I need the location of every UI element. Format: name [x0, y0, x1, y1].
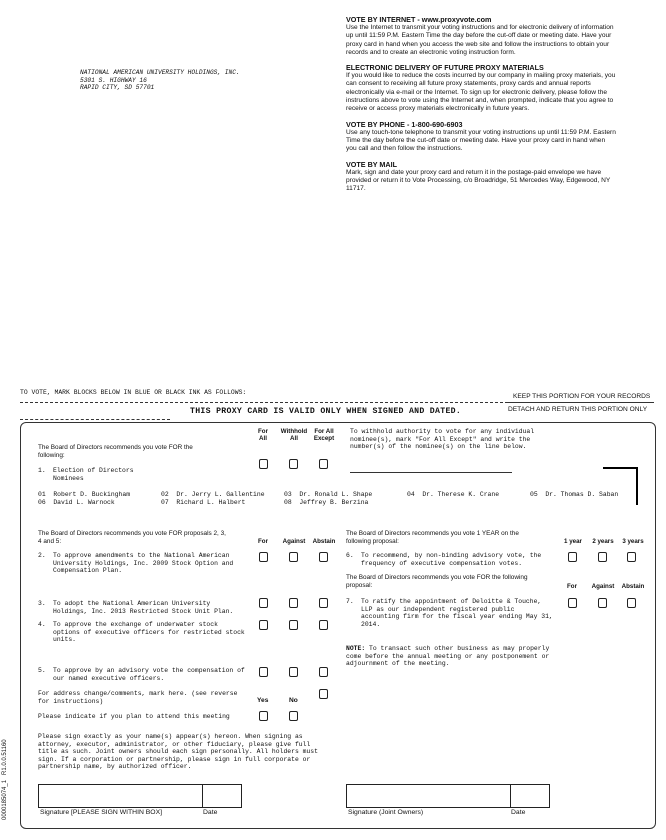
col-for-all-except: For All Except [313, 428, 335, 442]
proposal-4-number: 4. [38, 621, 46, 628]
election-item-number: 1. [38, 467, 46, 474]
address-line-3: RAPID CITY, SD 57701 [80, 84, 155, 91]
proposal-6-2years[interactable] [598, 552, 607, 562]
vote-internet-title: VOTE BY INTERNET - www.proxyvote.com [346, 15, 492, 24]
proposal-6-text: To recommend, by non-binding advisory vote, the frequency of executive compensation votes. [361, 552, 542, 567]
vote-mail-title: VOTE BY MAIL [346, 159, 397, 169]
recommend-1year: The Board of Directors recommends you vote 1 YEAR on the following proposal: [346, 530, 519, 545]
date-label: Date [203, 809, 218, 816]
proposal-4-text: To approve the exchange of underwater stock options of executive officers for restricted stock units. [53, 621, 245, 644]
nominees-label: Nominees [53, 475, 84, 482]
election-item-label: Election of Directors [53, 467, 134, 474]
electronic-delivery-title: ELECTRONIC DELIVERY OF FUTURE PROXY MATERIALS [346, 63, 544, 73]
note-label: NOTE: [346, 645, 366, 652]
proposal-7-number: 7. [346, 598, 354, 605]
proposal-7-for[interactable] [568, 598, 577, 608]
attend-no-checkbox[interactable] [289, 711, 298, 721]
proposal-2-text: To approve amendments to the National American University Holdings, Inc. 2009 Stock Option and Compensation Plan. [53, 552, 234, 575]
proposal-5-text: To approve by an advisory vote the compensation of our named executive officers. [53, 667, 245, 682]
proposal-7-against[interactable] [598, 598, 607, 608]
vote-phone-title: VOTE BY PHONE - 1-800-690-6903 [346, 119, 463, 129]
vote-mail-text: Mark, sign and date your proxy card and return it in the postage-paid envelope we have provided or return it to Vote Processing, c/o Broadridge, 51 Mercedes Way, Edgewood, NY 11717. [346, 168, 611, 193]
keep-portion-line [508, 402, 654, 403]
proposal-7-abstain[interactable] [627, 598, 636, 608]
detach-line-2 [20, 419, 170, 420]
col-3years: 3 years [622, 538, 644, 545]
nominee-05: 05 Dr. Thomas D. Saban [530, 491, 619, 498]
proposal-6-number: 6. [346, 552, 354, 559]
proposal-2-abstain[interactable] [319, 552, 328, 562]
recommend-for-right: The Board of Directors recommends you vote FOR the following proposal: [346, 574, 528, 589]
col-against: Against [282, 538, 306, 545]
date-box[interactable] [201, 784, 242, 808]
proposal-5-number: 5. [38, 667, 46, 674]
proposal-5-abstain[interactable] [319, 667, 328, 677]
detach-portion-text: DETACH AND RETURN THIS PORTION ONLY [508, 406, 648, 413]
proposal-6-1year[interactable] [568, 552, 577, 562]
joint-signature-label: Signature (Joint Owners) [348, 809, 424, 816]
valid-only-text: THIS PROXY CARD IS VALID ONLY WHEN SIGNED AND DATED. [190, 407, 462, 416]
address-line-2: 5301 S. HIGHWAY 16 [80, 76, 147, 84]
proposal-5-for[interactable] [259, 667, 268, 677]
joint-date-box[interactable] [509, 784, 550, 808]
address-change-checkbox[interactable] [319, 689, 328, 699]
proposal-7-text: To ratify the appointment of Deloitte & Touche, LLP as our independent registered public accounting firm for the fiscal year ending May 31, 2014. [361, 598, 553, 628]
col-against-right: Against [591, 583, 615, 590]
checkbox-for-all[interactable] [259, 459, 268, 469]
except-nominee-line[interactable] [350, 472, 512, 473]
mark-blocks-instruction: TO VOTE, MARK BLOCKS BELOW IN BLUE OR BLACK INK AS FOLLOWS: [20, 389, 247, 396]
joint-date-label: Date [511, 809, 526, 816]
col-for-all: For All [258, 428, 268, 442]
nominee-04: 04 Dr. Therese K. Crane [407, 491, 500, 498]
proposal-2-for[interactable] [259, 552, 268, 562]
nominee-01: 01 Robert D. Buckingham [38, 491, 131, 498]
attend-meeting-text: Please indicate if you plan to attend this meeting [38, 713, 230, 720]
company-address [80, 69, 240, 92]
checkbox-for-all-except[interactable] [319, 459, 328, 469]
note-text: To transact such other business as may properly come before the annual meeting or any postponement or adjournment of the meeting. [346, 645, 550, 668]
checkbox-withhold-all[interactable] [289, 459, 298, 469]
nominee-08: 08 Jeffrey B. Berzina [284, 499, 369, 506]
nominee-06: 06 David L. Warnock [38, 499, 115, 506]
col-1year: 1 year [564, 538, 582, 545]
signature-box[interactable] [38, 784, 203, 808]
proposal-3-against[interactable] [289, 598, 298, 608]
proposal-4-abstain[interactable] [319, 620, 328, 630]
proposal-3-abstain[interactable] [319, 598, 328, 608]
attend-yes-checkbox[interactable] [259, 711, 268, 721]
proposal-6-3years[interactable] [627, 552, 636, 562]
proposal-3-number: 3. [38, 600, 46, 607]
vote-internet-text: Use the Internet to transmit your voting instructions and for electronic delivery of information up until 11:59 P.M. Eastern Time the day before the cut-off date or meeting date. Have your proxy card in hand when you access the web site and follow the instructions to obtain your records and to create an electronic voting instruction form. [346, 24, 614, 56]
proposal-2-number: 2. [38, 552, 46, 559]
joint-signature-box[interactable] [346, 784, 511, 808]
keep-portion-text: KEEP THIS PORTION FOR YOUR RECORDS [513, 393, 651, 400]
proposal-3-text: To adopt the National American University Holdings, Inc. 2013 Restricted Stock Unit Plan. [53, 600, 234, 615]
address-change-text: For address change/comments, mark here. (see reverse for instructions) [38, 690, 238, 705]
nominee-07: 07 Richard L. Halbert [161, 499, 246, 506]
nominee-03: 03 Dr. Ronald L. Shape [284, 491, 373, 498]
electronic-delivery-text: If you would like to reduce the costs incurred by our company in mailing proxy materials, you can consent to receiving all future proxy statements, proxy cards and annual reports electronically via e-mail or the Internet. To sign up for electronic delivery, please follow the instructions above to vote using the Internet and, when prompted, indicate that you agree to receive or access proxy materials electronically in future years. [346, 72, 616, 113]
proposal-3-for[interactable] [259, 598, 268, 608]
col-for: For [258, 538, 268, 545]
proposal-5-against[interactable] [289, 667, 298, 677]
vote-phone-text: Use any touch-tone telephone to transmit your voting instructions up until 11:59 P.M. Eastern Time the day before the cut-off date or meeting date. Have your proxy card in hand when you call and then follow the instructions. [346, 128, 616, 153]
note [346, 645, 556, 668]
proposals-recommend: The Board of Directors recommends you vote FOR proposals 2, 3, 4 and 5: [38, 530, 226, 545]
proposal-4-against[interactable] [289, 620, 298, 630]
side-code: 0000185074_1 R1.0.0.51160 [2, 739, 8, 820]
withhold-instructions: To withhold authority to vote for any individual nominee(s), mark "For All Except" and write the number(s) of the nominee(s) on the line below. [350, 428, 535, 451]
col-2years: 2 years [592, 538, 614, 545]
nominee-02: 02 Dr. Jerry L. Gallentine [161, 491, 265, 498]
col-for-right: For [567, 583, 577, 590]
address-line-1: NATIONAL AMERICAN UNIVERSITY HOLDINGS, INC. [80, 69, 240, 76]
sign-instructions: Please sign exactly as your name(s) appear(s) hereon. When signing as attorney, executor, administrator, or other fiduciary, please give full title as such. Joint owners should each sign personally. All holders must sign. If a corporation or partnership, please sign in full corporate or partnership name, by authorized officer. [38, 733, 318, 771]
yes-label: Yes [257, 697, 269, 704]
signature-label: Signature [PLEASE SIGN WITHIN BOX] [40, 809, 163, 816]
proposal-4-for[interactable] [259, 620, 268, 630]
col-abstain: Abstain [312, 538, 336, 545]
registration-mark [603, 467, 638, 505]
directors-recommend: The Board of Directors recommends you vote FOR the following: [38, 444, 193, 459]
col-withhold-all: Withhold All [280, 428, 308, 442]
no-label: No [289, 697, 298, 704]
col-abstain-right: Abstain [621, 583, 645, 590]
proposal-2-against[interactable] [289, 552, 298, 562]
voting-instructions [346, 15, 616, 199]
detach-line-1 [20, 402, 508, 403]
